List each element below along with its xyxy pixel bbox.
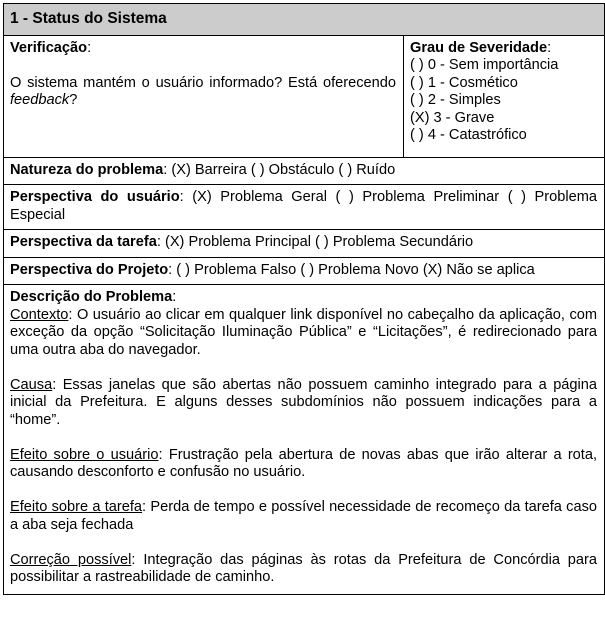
perspectiva-tarefa-label: Perspectiva da tarefa (10, 234, 157, 250)
heuristic-evaluation-table (3, 3, 605, 595)
natureza-value: (X) Barreira ( ) Obstáculo ( ) Ruído (171, 161, 396, 178)
causa-paragraph: Causa: Essas janelas que são abertas não possuem caminho integrado para a página inicial da Prefeitura. E alguns desses subdomínios não possuem indicações para a “home”. (10, 376, 598, 428)
perspectiva-tarefa-value: (X) Problema Principal ( ) Problema Secundário (164, 234, 474, 250)
perspectiva-projeto-row: Perspectiva do Projeto: ( ) Problema Falso ( ) Problema Novo (X) Não se aplica (4, 257, 605, 285)
perspectiva-tarefa-row: Perspectiva da tarefa: (X) Problema Principal ( ) Problema Secundário (4, 230, 605, 258)
perspectiva-usuario-value: (X) Problema Geral ( ) Problema Preliminar ( ) Problema Especial (10, 189, 598, 223)
contexto-label: Contexto (10, 306, 69, 323)
severidade-cell: Grau de Severidade: ( ) 0 - Sem importância ( ) 1 - Cosmético ( ) 2 - Simples (X) 3 - Grave ( ) 4 - Catastrófico (404, 35, 605, 157)
contexto-paragraph: Contexto: O usuário ao clicar em qualquer link disponível no cabeçalho da aplicação, com exceção da opção “Solicitação Iluminação Pública” e “Licitações”, é redirecionado para uma outra aba do navegador. (10, 306, 598, 358)
severidade-label: Grau de Severidade (410, 39, 548, 56)
efeito-tarefa-paragraph: Efeito sobre a tarefa: Perda de tempo e possível necessidade de recomeço da tarefa caso a aba seja fechada (10, 499, 598, 533)
severity-option-3: (X) 3 - Grave (410, 109, 495, 126)
severity-option-2: ( ) 2 - Simples (410, 92, 501, 108)
efeito-usuario-paragraph: Efeito sobre o usuário: Frustração pela abertura de novas abas que irão alterar a rota, causando desconforto e confusão no usuário. (10, 446, 598, 480)
perspectiva-usuario-row: Perspectiva do usuário: (X) Problema Geral ( ) Problema Preliminar ( ) Problema Especial (4, 185, 605, 230)
natureza-row: Natureza do problema: (X) Barreira ( ) Obstáculo ( ) Ruído (4, 157, 605, 185)
descricao-cell: Descrição do Problema: Contexto: O usuário ao clicar em qualquer link disponível no cabeçalho da aplicação, com exceção da opção “Solicitação Iluminação Pública” e “Licitações”, é redirecionado para uma outra aba do navegador. Causa: Essas janelas que são abertas não possuem caminho integrado para a página inicial da Prefeitura. E alguns desses subdomínios não possuem indicações para a “home”. Efeito sobre o usuário: Frustração pela abertura de novas abas que irão alterar a rota, causando desconforto e confusão no usuário. Efeito sobre a tarefa: Perda de tempo e possível necessidade de recomeço da tarefa caso a aba seja fechada Correção possível: Integração das páginas às rotas da Prefeitura de Concórdia para possibilitar a rastreabilidade de caminho. (4, 285, 605, 595)
descricao-label: Descrição do Problema (10, 289, 173, 305)
correcao-label: Correção possível (10, 551, 132, 568)
perspectiva-projeto-label: Perspectiva do Projeto (10, 261, 169, 278)
verificacao-question: O sistema mantém o usuário informado? Está oferecendo feedback? (10, 74, 396, 108)
severity-option-1: ( ) 1 - Cosmético (410, 74, 518, 91)
section-title: 1 - Status do Sistema (4, 4, 605, 36)
correcao-paragraph: Correção possível: Integração das páginas às rotas da Prefeitura de Concórdia para possibilitar a rastreabilidade de caminho. (10, 551, 598, 585)
natureza-label: Natureza do problema (10, 161, 164, 178)
verificacao-cell: Verificação: O sistema mantém o usuário informado? Está oferecendo feedback? (4, 35, 404, 157)
efeito-tarefa-label: Efeito sobre a tarefa (10, 499, 143, 515)
feedback-emphasis: feedback (10, 92, 70, 108)
verificacao-label: Verificação (10, 39, 88, 56)
efeito-usuario-label: Efeito sobre o usuário (10, 446, 159, 463)
severity-option-4: ( ) 4 - Catastrófico (410, 127, 527, 143)
causa-label: Causa (10, 376, 53, 393)
perspectiva-usuario-label: Perspectiva do usuário (10, 189, 180, 205)
severity-option-0: ( ) 0 - Sem importância (410, 57, 559, 73)
perspectiva-projeto-value: ( ) Problema Falso ( ) Problema Novo (X) Não se aplica (176, 261, 535, 278)
